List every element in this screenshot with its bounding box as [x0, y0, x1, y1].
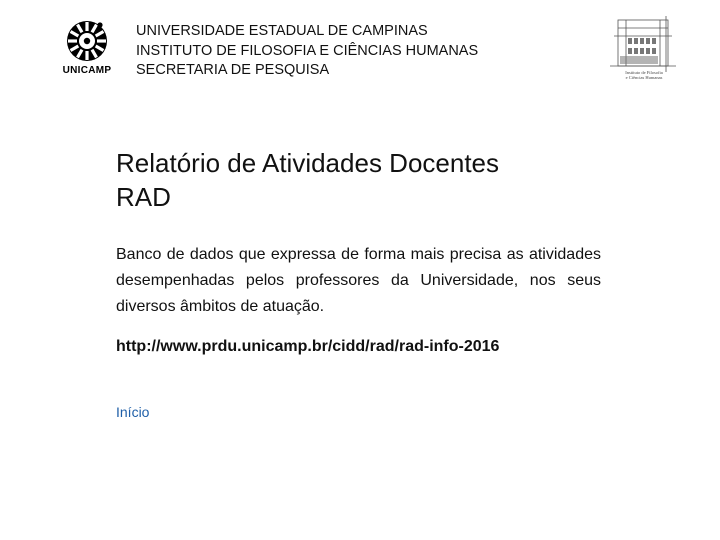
title-line-2: RAD: [116, 182, 171, 212]
institute-name: INSTITUTO DE FILOSOFIA E CIÊNCIAS HUMANAS: [136, 42, 479, 59]
university-name: UNIVERSIDADE ESTADUAL DE CAMPINAS: [136, 23, 428, 39]
unicamp-emblem-icon: [52, 18, 122, 66]
unicamp-logo-text: UNICAMP: [62, 65, 112, 76]
rad-url: http://www.prdu.unicamp.br/cidd/rad/rad-info-2016: [116, 338, 500, 355]
title-line-1: Relatório de Atividades Docentes: [116, 148, 500, 178]
department-name: SECRETARIA DE PESQUISA: [136, 62, 330, 78]
ifch-logo-caption-line1: Instituto de Filosofia: [625, 70, 663, 75]
description-paragraph: Banco de dados que expressa de forma mais precisa as atividades desempenhadas pelos professores da Universidade, nos seus diversos âmbitos de atuação.: [116, 246, 601, 315]
ifch-building-icon: [604, 16, 684, 80]
unicamp-logo: [52, 18, 122, 80]
ifch-logo-caption-line2: e Ciências Humanas: [625, 75, 663, 80]
ifch-logo: [604, 16, 684, 80]
page-title: [116, 146, 499, 214]
inicio-link[interactable]: Início: [116, 404, 150, 420]
institution-header: [136, 22, 478, 81]
